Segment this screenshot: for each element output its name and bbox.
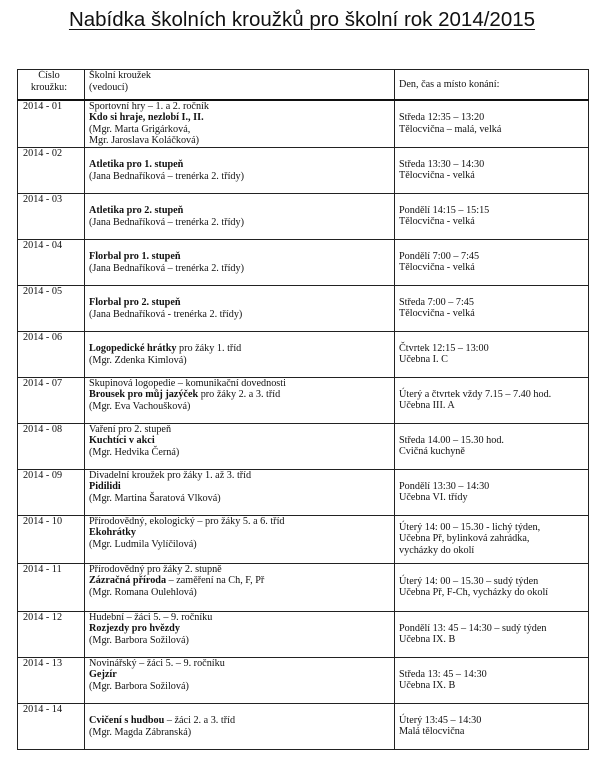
table-row bbox=[18, 563, 589, 611]
club-name: Pidilidi bbox=[89, 481, 121, 492]
club-line bbox=[89, 470, 390, 482]
header-place bbox=[395, 70, 589, 100]
club-description bbox=[85, 611, 395, 657]
schedule-line: vycházky do okolí bbox=[399, 544, 475, 556]
club-number-text: 2014 - 09 bbox=[23, 469, 63, 481]
club-number bbox=[18, 285, 85, 331]
schedule-line: Učebna IX. B bbox=[399, 634, 456, 645]
schedule-line: Středa 7:00 – 7:45 bbox=[399, 296, 474, 308]
club-schedule bbox=[395, 657, 589, 703]
club-text: (Mgr. Ludmila Vylíčilová) bbox=[89, 538, 197, 550]
club-text: (Mgr. Eva Vachoušková) bbox=[89, 400, 191, 412]
club-text: Novinářský – žáci 5. – 9. ročníku bbox=[89, 657, 225, 669]
club-name: Kdo si hraje, nezlobí I., II. bbox=[89, 112, 204, 123]
schedule-line: Učebna Př, bylinková zahrádka, bbox=[399, 533, 530, 545]
club-description bbox=[85, 285, 395, 331]
club-text: (Mgr. Barbora Sožilová) bbox=[89, 634, 189, 646]
club-text: Skupinová logopedie – komunikační dovednosti bbox=[89, 377, 286, 389]
club-description bbox=[85, 100, 395, 148]
club-schedule bbox=[395, 331, 589, 377]
club-number-text: 2014 - 01 bbox=[23, 100, 63, 112]
club-line bbox=[89, 332, 390, 344]
club-line bbox=[89, 101, 390, 113]
club-name: Florbal pro 1. stupeň bbox=[89, 251, 181, 262]
club-text: (Mgr. Zdenka Kimlová) bbox=[89, 354, 187, 366]
schedule-line: Pondělí 14:15 – 15:15 bbox=[399, 204, 490, 216]
club-description bbox=[85, 469, 395, 515]
table-row bbox=[18, 285, 589, 331]
club-description bbox=[85, 239, 395, 285]
header-club-line2: (vedoucí) bbox=[89, 81, 129, 93]
club-text: (Mgr. Magda Zábranská) bbox=[89, 726, 192, 738]
schedule-line: Tělocvična - velká bbox=[399, 262, 475, 273]
club-number-text: 2014 - 11 bbox=[23, 563, 62, 575]
club-text: – žáci 2. a 3. tříd bbox=[164, 715, 236, 726]
club-line bbox=[89, 447, 390, 459]
club-text: (Mgr. Martina Šaratová Vlková) bbox=[89, 492, 221, 504]
club-schedule bbox=[395, 100, 589, 148]
club-line bbox=[89, 135, 390, 147]
table-header-row bbox=[18, 70, 589, 100]
club-description bbox=[85, 377, 395, 423]
club-description bbox=[85, 193, 395, 239]
club-line bbox=[89, 171, 390, 183]
club-line bbox=[89, 240, 390, 252]
schedule-line: Učebna IX. B bbox=[399, 680, 456, 691]
club-line bbox=[89, 401, 390, 413]
club-line bbox=[89, 159, 390, 171]
schedule-line: Cvičná kuchyně bbox=[399, 446, 465, 457]
club-line bbox=[89, 251, 390, 263]
schedule-line: Středa 14.00 – 15.30 hod. bbox=[399, 434, 504, 446]
club-description bbox=[85, 563, 395, 611]
schedule-line: Učebna Př, F-Ch, vycházky do okolí bbox=[399, 587, 549, 598]
header-number-line1: Číslo bbox=[38, 70, 60, 81]
club-line bbox=[89, 424, 390, 436]
club-line bbox=[89, 539, 390, 551]
schedule-line: Středa 13: 45 – 14:30 bbox=[399, 668, 487, 680]
club-name: Kuchtíci v akci bbox=[89, 435, 155, 446]
club-line bbox=[89, 516, 390, 528]
club-line bbox=[89, 715, 390, 727]
club-line bbox=[89, 148, 390, 160]
club-line bbox=[89, 435, 390, 447]
club-text: Mgr. Jaroslava Koláčková) bbox=[89, 135, 200, 146]
schedule-line: Tělocvična - velká bbox=[399, 308, 475, 319]
club-name: Zázračná příroda bbox=[89, 575, 167, 586]
club-schedule bbox=[395, 377, 589, 423]
club-line bbox=[89, 564, 390, 576]
club-number-text: 2014 - 13 bbox=[23, 657, 63, 669]
club-text: Přírodovědný, ekologický – pro žáky 5. a 6. tříd bbox=[89, 515, 285, 527]
schedule-line: Tělocvična - velká bbox=[399, 170, 475, 181]
table-row bbox=[18, 703, 589, 749]
club-schedule bbox=[395, 563, 589, 611]
club-line bbox=[89, 481, 390, 493]
club-line bbox=[89, 623, 390, 635]
club-number bbox=[18, 423, 85, 469]
schedule-line: Tělocvična – malá, velká bbox=[399, 123, 502, 135]
schedule-line: Úterý 13:45 – 14:30 bbox=[399, 714, 482, 726]
club-number-text: 2014 - 05 bbox=[23, 285, 63, 297]
club-text: Hudební – žáci 5. – 9. ročníku bbox=[89, 611, 213, 623]
schedule-line: Středa 12:35 – 13:20 bbox=[399, 112, 485, 123]
table-row bbox=[18, 611, 589, 657]
club-name: Atletika pro 2. stupeň bbox=[89, 205, 184, 216]
club-number-text: 2014 - 12 bbox=[23, 611, 63, 623]
club-line bbox=[89, 124, 390, 136]
club-number bbox=[18, 515, 85, 563]
club-line bbox=[89, 658, 390, 670]
club-text: Sportovní hry – 1. a 2. ročník bbox=[89, 100, 209, 112]
schedule-line: Tělocvična - velká bbox=[399, 216, 475, 227]
header-club-line1: Školní kroužek bbox=[89, 70, 151, 81]
table-row bbox=[18, 423, 589, 469]
schedule-line: Učebna VI. třídy bbox=[399, 492, 468, 503]
club-text: (Mgr. Romana Oulehlová) bbox=[89, 586, 197, 598]
table-row bbox=[18, 377, 589, 423]
schedule-line: Učebna III. A bbox=[399, 400, 455, 411]
club-text: – zaměření na Ch, F, Př bbox=[166, 575, 265, 586]
club-number bbox=[18, 147, 85, 193]
club-text: (Mgr. Barbora Sožilová) bbox=[89, 680, 189, 692]
schedule-line: Pondělí 13: 45 – 14:30 – sudý týden bbox=[399, 622, 547, 634]
club-number bbox=[18, 469, 85, 515]
header-number bbox=[18, 70, 85, 100]
club-schedule bbox=[395, 147, 589, 193]
table-row bbox=[18, 100, 589, 148]
club-schedule bbox=[395, 611, 589, 657]
club-line bbox=[89, 217, 390, 229]
club-text: (Mgr. Marta Grigárková, bbox=[89, 123, 191, 135]
club-number bbox=[18, 377, 85, 423]
club-line bbox=[89, 263, 390, 275]
club-number-text: 2014 - 02 bbox=[23, 147, 63, 159]
club-line bbox=[89, 378, 390, 390]
club-line bbox=[89, 343, 390, 355]
club-number bbox=[18, 703, 85, 749]
club-text: (Jana Bednaříková – trenérka 2. třídy) bbox=[89, 262, 245, 274]
club-text: pro žáky 2. a 3. tříd bbox=[198, 389, 281, 400]
club-number bbox=[18, 193, 85, 239]
document-title bbox=[0, 8, 604, 32]
club-schedule bbox=[395, 239, 589, 285]
header-number-line2: kroužku: bbox=[30, 81, 68, 93]
club-number-text: 2014 - 03 bbox=[23, 193, 63, 205]
club-number bbox=[18, 563, 85, 611]
schedule-line: Úterý a čtvrtek vždy 7.15 – 7.40 hod. bbox=[399, 388, 552, 400]
club-number bbox=[18, 657, 85, 703]
header-club bbox=[85, 70, 395, 100]
club-schedule bbox=[395, 515, 589, 563]
club-description bbox=[85, 147, 395, 193]
club-line bbox=[89, 355, 390, 367]
club-line bbox=[89, 309, 390, 321]
club-line bbox=[89, 286, 390, 298]
club-line bbox=[89, 194, 390, 206]
schedule-line: Pondělí 13:30 – 14:30 bbox=[399, 480, 490, 492]
club-text: (Mgr. Hedvika Černá) bbox=[89, 446, 180, 458]
club-line bbox=[89, 587, 390, 599]
club-line bbox=[89, 493, 390, 505]
club-number-text: 2014 - 08 bbox=[23, 423, 63, 435]
table-row bbox=[18, 657, 589, 703]
club-description bbox=[85, 657, 395, 703]
club-number-text: 2014 - 10 bbox=[23, 515, 63, 527]
club-number bbox=[18, 239, 85, 285]
club-number bbox=[18, 100, 85, 148]
club-line bbox=[89, 681, 390, 693]
club-text: pro žáky 1. tříd bbox=[176, 343, 242, 354]
club-name: Cvičení s hudbou bbox=[89, 715, 165, 726]
club-schedule bbox=[395, 193, 589, 239]
club-schedule bbox=[395, 469, 589, 515]
table-row bbox=[18, 515, 589, 563]
club-name: Gejzír bbox=[89, 669, 117, 680]
club-schedule bbox=[395, 285, 589, 331]
club-description bbox=[85, 703, 395, 749]
club-text: (Jana Bednaříková – trenérka 2. třídy) bbox=[89, 216, 245, 228]
club-name: Ekohrátky bbox=[89, 527, 136, 538]
club-line bbox=[89, 635, 390, 647]
club-number-text: 2014 - 07 bbox=[23, 377, 63, 389]
club-number-text: 2014 - 04 bbox=[23, 239, 63, 251]
club-name: Florbal pro 2. stupeň bbox=[89, 297, 181, 308]
schedule-line: Malá tělocvična bbox=[399, 726, 465, 737]
club-name: Brousek pro můj jazýček bbox=[89, 389, 199, 400]
table-row bbox=[18, 193, 589, 239]
table-body bbox=[18, 100, 589, 750]
club-line bbox=[89, 297, 390, 309]
club-name: Rozjezdy pro hvězdy bbox=[89, 623, 180, 634]
club-text: Divadelní kroužek pro žáky 1. až 3. tříd bbox=[89, 469, 252, 481]
club-text: (Jana Bednaříková - trenérka 2. třídy) bbox=[89, 308, 243, 320]
club-schedule bbox=[395, 703, 589, 749]
schedule-line: Úterý 14: 00 – 15.30 - lichý týden, bbox=[399, 521, 541, 533]
club-number bbox=[18, 611, 85, 657]
club-line bbox=[89, 704, 390, 716]
table-row bbox=[18, 331, 589, 377]
club-name: Atletika pro 1. stupeň bbox=[89, 159, 184, 170]
club-description bbox=[85, 515, 395, 563]
club-line bbox=[89, 527, 390, 539]
club-line bbox=[89, 669, 390, 681]
schedule-line: Čtvrtek 12:15 – 13:00 bbox=[399, 342, 489, 354]
clubs-table bbox=[17, 69, 589, 750]
club-name: Logopedické hrátky bbox=[89, 343, 177, 354]
club-schedule bbox=[395, 423, 589, 469]
table-row bbox=[18, 469, 589, 515]
club-number-text: 2014 - 06 bbox=[23, 331, 63, 343]
document-title-text: Nabídka školních kroužků pro školní rok 2014/2015 bbox=[68, 8, 536, 31]
club-line bbox=[89, 727, 390, 739]
table-row bbox=[18, 239, 589, 285]
schedule-line: Učebna I. C bbox=[399, 354, 448, 365]
club-line bbox=[89, 612, 390, 624]
club-line bbox=[89, 112, 390, 124]
club-line bbox=[89, 205, 390, 217]
club-text: (Jana Bednaříková – trenérka 2. třídy) bbox=[89, 170, 245, 182]
club-description bbox=[85, 331, 395, 377]
club-number bbox=[18, 331, 85, 377]
club-line bbox=[89, 575, 390, 587]
club-text: Přírodovědný pro žáky 2. stupně bbox=[89, 563, 222, 575]
header-place-text: Den, čas a místo konání: bbox=[399, 78, 500, 90]
club-text: Vaření pro 2. stupeň bbox=[89, 423, 172, 435]
club-number-text: 2014 - 14 bbox=[23, 703, 63, 715]
table-row bbox=[18, 147, 589, 193]
club-line bbox=[89, 389, 390, 401]
club-description bbox=[85, 423, 395, 469]
schedule-line: Úterý 14: 00 – 15.30 – sudý týden bbox=[399, 575, 539, 587]
schedule-line: Středa 13:30 – 14:30 bbox=[399, 158, 485, 170]
schedule-line: Pondělí 7:00 – 7:45 bbox=[399, 250, 480, 262]
